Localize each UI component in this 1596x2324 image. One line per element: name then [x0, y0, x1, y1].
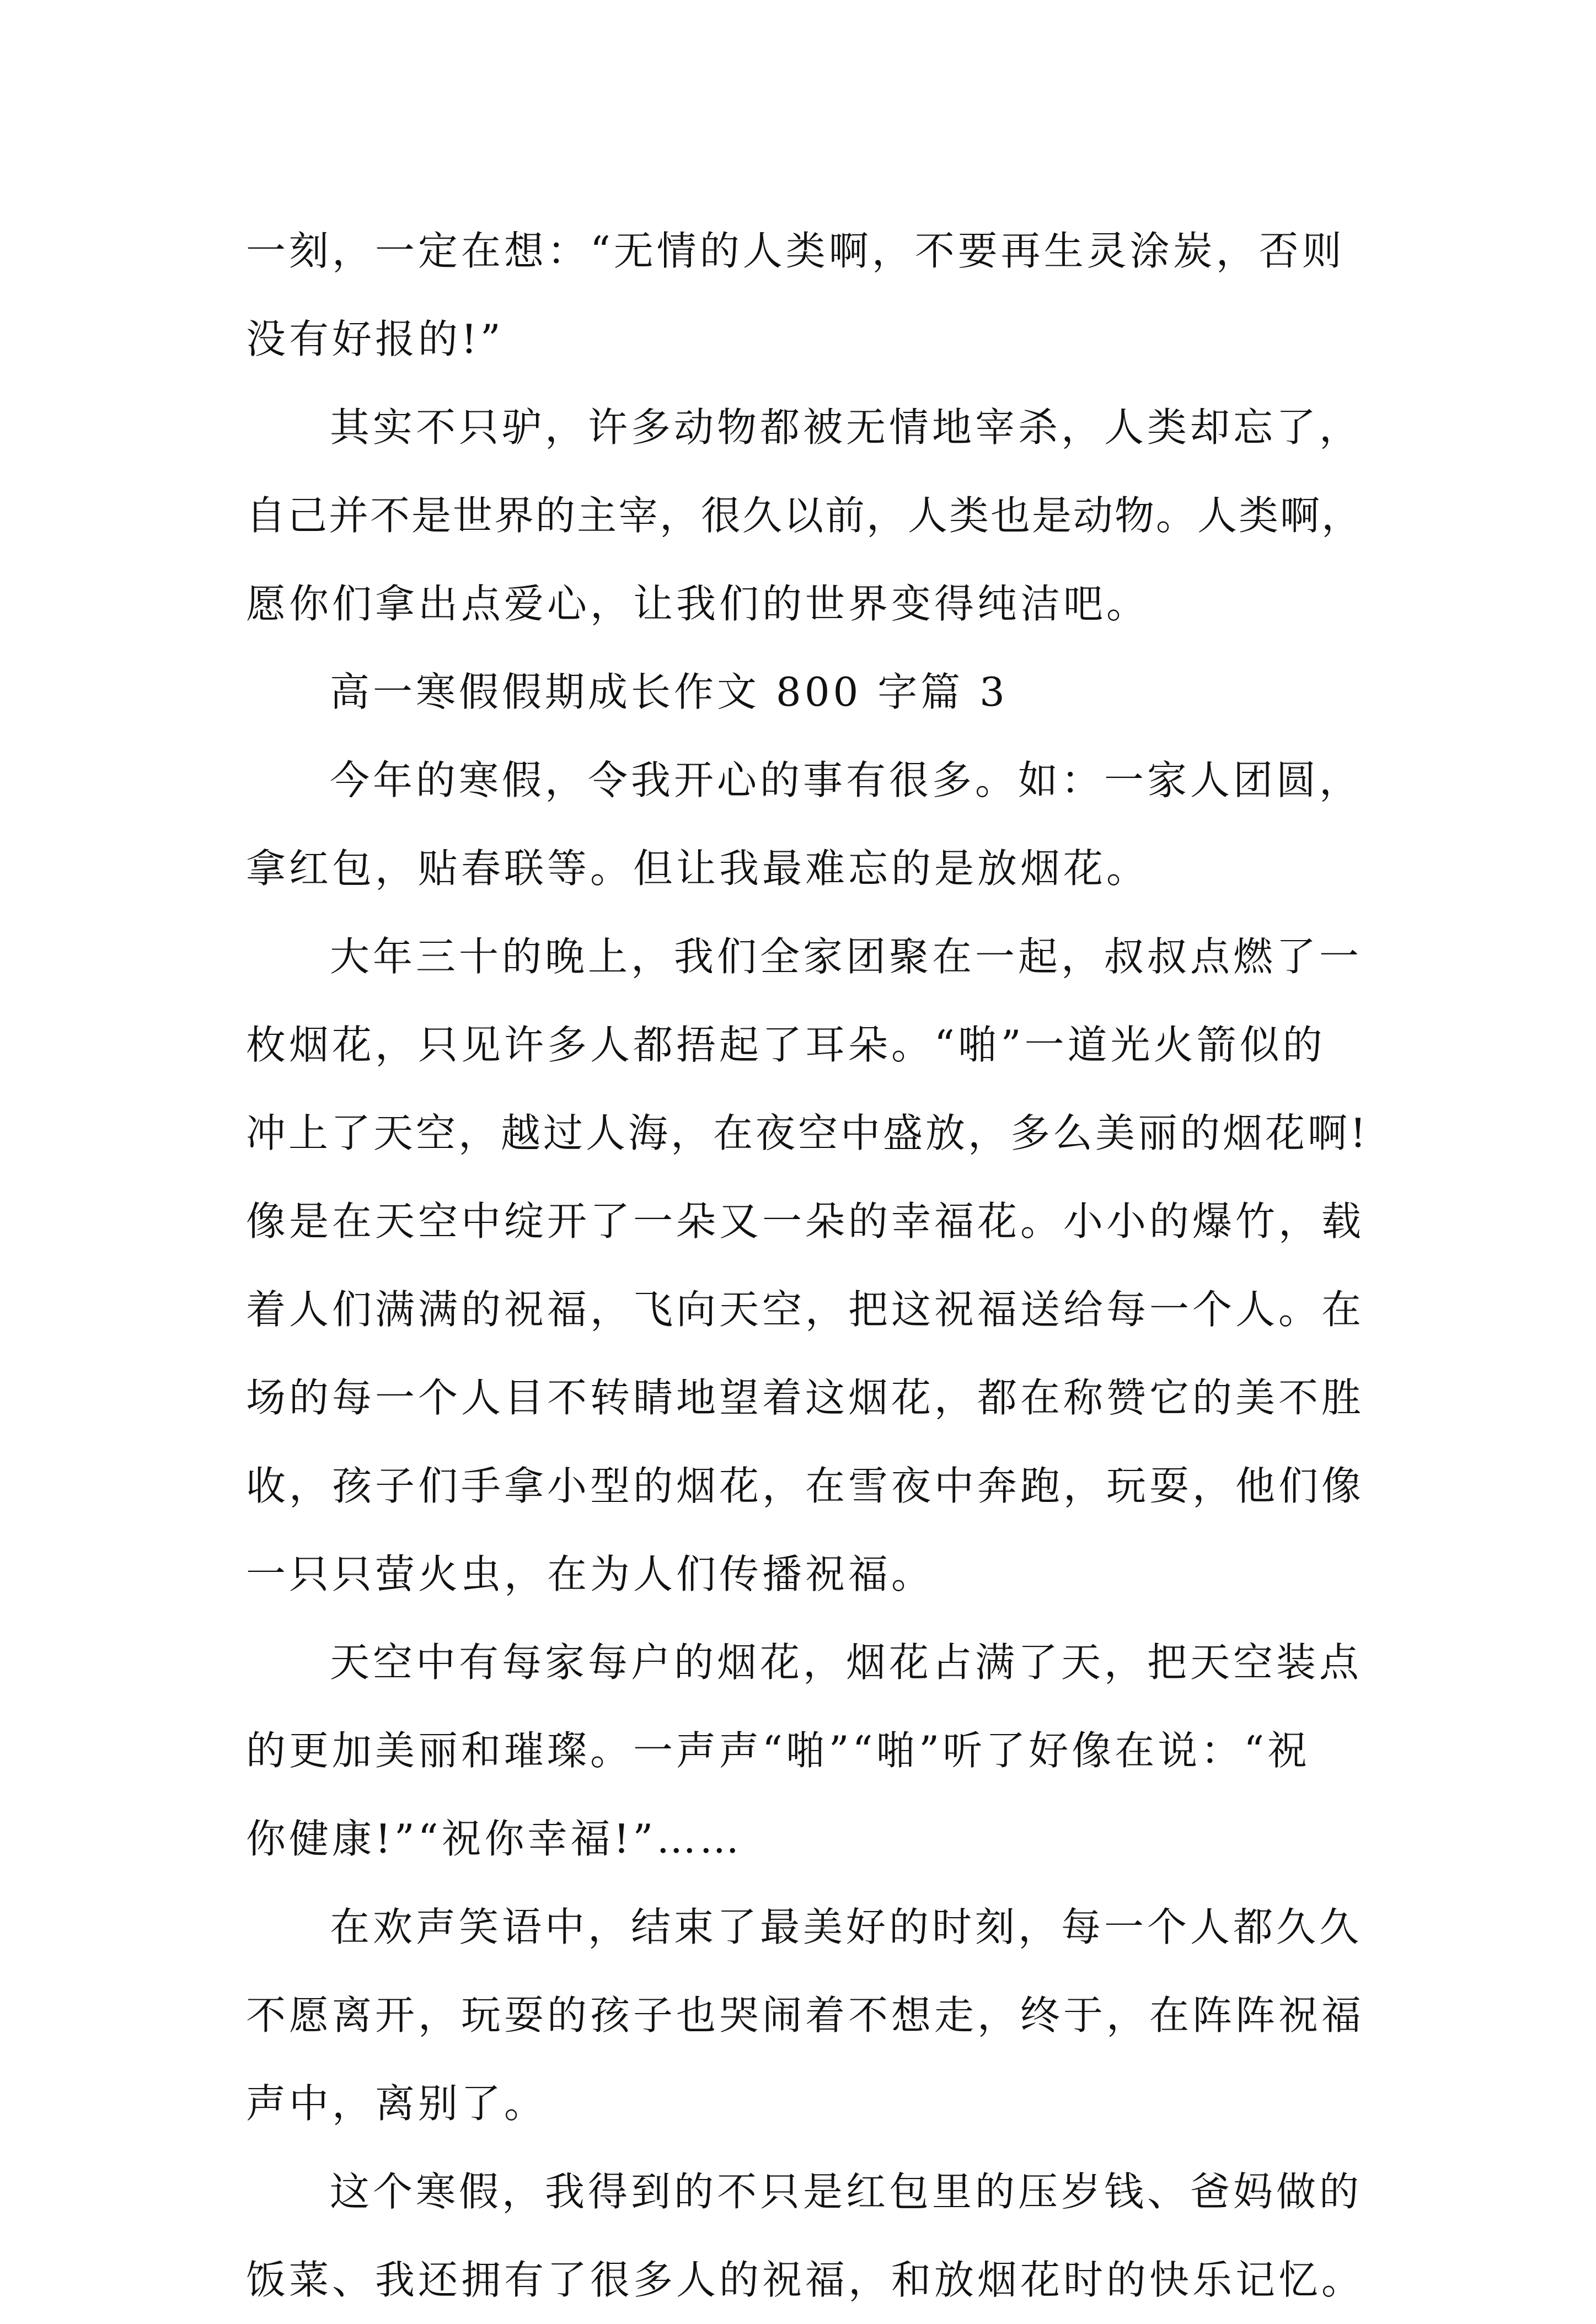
text-line: 今年的寒假，令我开心的事有很多。如：一家人团圆， — [330, 757, 1363, 803]
text-line: 枚烟花，只见许多人都捂起了耳朵。“啪”一道光火箭似的 — [246, 1022, 1326, 1068]
text-line: 愿你们拿出点爱心，让我们的世界变得纯洁吧。 — [246, 581, 1150, 627]
text-line: 其实不只驴，许多动物都被无情地宰杀，人类却忘了， — [330, 404, 1363, 450]
text-line: 不愿离开，玩耍的孩子也哭闹着不想走，终于，在阵阵祝福 — [246, 1992, 1365, 2038]
text-line: 自己并不是世界的主宰，很久以前，人类也是动物。人类啊， — [246, 492, 1363, 539]
text-line: 收，孩子们手拿小型的烟花，在雪夜中奔跑，玩耍，他们像 — [246, 1463, 1365, 1509]
text-line: 在欢声笑语中，结束了最美好的时刻，每一个人都久久 — [330, 1904, 1363, 1950]
text-line: 场的每一个人目不转睛地望着这烟花，都在称赞它的美不胜 — [246, 1375, 1365, 1421]
text-line: 像是在天空中绽开了一朵又一朵的幸福花。小小的爆竹，载 — [246, 1198, 1365, 1244]
text-line: 没有好报的!” — [246, 316, 504, 362]
text-line: 大年三十的晚上，我们全家团聚在一起，叔叔点燃了一 — [330, 933, 1363, 980]
text-line: 饭菜、我还拥有了很多人的祝福，和放烟花时的快乐记忆。 — [246, 2257, 1365, 2303]
text-line: 拿红包，贴春联等。但让我最难忘的是放烟花。 — [246, 845, 1150, 892]
text-line: 一只只萤火虫，在为人们传播祝福。 — [246, 1551, 935, 1597]
essay-text — [246, 207, 1371, 2324]
text-line: 冲上了天空，越过人海，在夜空中盛放，多么美丽的烟花啊! — [246, 1110, 1369, 1156]
text-line: 一刻，一定在想：“无情的人类啊，不要再生灵涂炭，否则 — [246, 228, 1345, 274]
text-line: 你健康!”“祝你幸福!”…… — [246, 1816, 743, 1862]
text-line: 声中，离别了。 — [246, 2080, 548, 2127]
text-line: 着人们满满的祝福，飞向天空，把这祝福送给每一个人。在 — [246, 1286, 1365, 1333]
text-line: 天空中有每家每户的烟花，烟花占满了天，把天空装点 — [330, 1639, 1363, 1686]
text-line: 的更加美丽和璀璨。一声声“啪”“啪”听了好像在说：“祝 — [246, 1727, 1311, 1774]
text-line: 高一寒假假期成长作文 800 字篇 3 — [330, 669, 1008, 715]
text-line: 这个寒假，我得到的不只是红包里的压岁钱、爸妈做的 — [330, 2169, 1363, 2215]
